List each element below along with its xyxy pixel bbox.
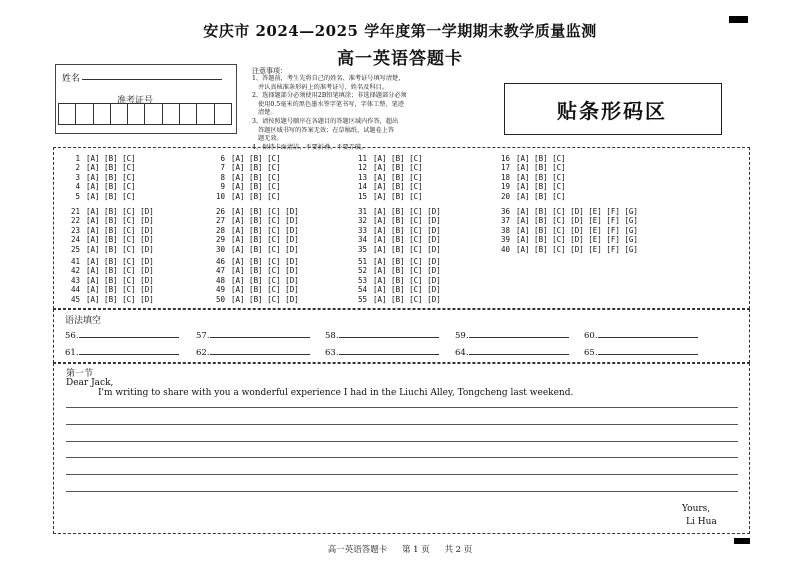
grammar-blank[interactable] xyxy=(65,329,179,341)
mc-answer-bubbles[interactable]: [A] [B] [C] xyxy=(373,172,423,182)
mc-answer-bubbles[interactable]: [A] [B] [C] xyxy=(231,191,281,201)
note-line: 1、答题前，考生先将自己的姓名、准考证号填写清楚， xyxy=(252,75,405,82)
mc-question-number: 24 xyxy=(70,235,80,245)
mc-answer-bubbles[interactable]: [A] [B] [C] [D] xyxy=(86,285,154,295)
mc-question-row xyxy=(203,285,299,294)
grammar-blank-number: 61. xyxy=(65,348,79,358)
mc-question-row xyxy=(488,245,638,254)
grammar-blank[interactable] xyxy=(65,346,179,358)
mc-question-row xyxy=(203,266,299,275)
writing-line[interactable] xyxy=(66,407,738,408)
mc-question-number: 19 xyxy=(500,182,510,192)
grammar-blank-number: 65. xyxy=(584,348,598,358)
mc-question-row xyxy=(345,295,441,304)
mc-answer-bubbles[interactable]: [A] [B] [C] [D] xyxy=(231,207,299,216)
mc-question-number: 17 xyxy=(500,163,510,173)
mc-answer-bubbles[interactable]: [A] [B] [C] xyxy=(373,191,423,201)
mc-question-number: 8 xyxy=(220,172,225,182)
mc-answer-bubbles[interactable]: [A] [B] [C] xyxy=(231,172,281,182)
mc-question-number: 2 xyxy=(75,163,80,173)
mc-question-row xyxy=(345,207,441,216)
mc-question-row xyxy=(58,235,154,244)
exam-id-cell[interactable] xyxy=(58,103,76,125)
note-line: 3、请按照题号顺序在各题目的答题区域内作答，超出 xyxy=(252,117,399,125)
mc-answer-bubbles[interactable]: [A] [B] [C] [D] xyxy=(231,244,299,254)
mc-question-row xyxy=(488,216,638,225)
mc-question-number: 41 xyxy=(70,257,80,266)
mc-answer-bubbles[interactable]: [A] [B] [C] xyxy=(86,172,136,182)
mc-question-number: 31 xyxy=(357,207,367,216)
mc-question-number: 7 xyxy=(220,163,225,173)
mc-answer-bubbles[interactable]: [A] [B] [C] [D] [E] [F] [G] xyxy=(516,216,638,226)
mc-answer-bubbles[interactable]: [A] [B] [C] [D] xyxy=(373,235,441,245)
grammar-blank[interactable] xyxy=(196,346,310,358)
mc-question-row xyxy=(203,192,281,201)
mc-answer-bubbles[interactable]: [A] [B] [C] xyxy=(86,163,136,173)
exam-id-grid[interactable] xyxy=(58,103,231,125)
mc-answer-bubbles[interactable]: [A] [B] [C] xyxy=(231,163,281,173)
mc-question-row xyxy=(58,207,154,216)
exam-id-label: 准考证号 xyxy=(117,96,154,106)
grammar-blank-line[interactable] xyxy=(598,346,698,355)
letter-closing: Yours, xyxy=(682,504,711,514)
mc-answer-bubbles[interactable]: [A] [B] [C] [D] xyxy=(86,235,154,245)
mc-question-number: 9 xyxy=(220,182,225,192)
mc-question-row xyxy=(345,192,423,201)
exam-id-cell[interactable] xyxy=(214,103,232,125)
mc-answer-bubbles[interactable]: [A] [B] [C] [D] xyxy=(373,225,441,235)
mc-answer-bubbles[interactable]: [A] [B] [C] xyxy=(373,182,423,192)
mc-question-row xyxy=(58,182,136,191)
grammar-blank-line[interactable] xyxy=(79,346,179,355)
mc-question-row xyxy=(203,173,281,182)
grammar-blank[interactable] xyxy=(325,329,439,341)
exam-id-cell[interactable] xyxy=(110,103,128,125)
mc-question-number: 54 xyxy=(357,285,367,295)
mc-answer-bubbles[interactable]: [A] [B] [C] xyxy=(231,182,281,192)
mc-question-number: 52 xyxy=(357,266,367,276)
grammar-blank[interactable] xyxy=(584,329,698,341)
mc-question-number: 18 xyxy=(500,172,510,182)
mc-answer-bubbles[interactable]: [A] [B] [C] xyxy=(86,182,136,192)
grammar-blank-number: 58. xyxy=(325,331,339,341)
writing-section-label: 第一节 xyxy=(66,369,94,379)
mc-question-number: 6 xyxy=(220,154,225,163)
mc-answer-bubbles[interactable]: [A] [B] [C] [D] xyxy=(373,266,441,276)
note-line: 题无效。 xyxy=(258,135,283,143)
name-field[interactable] xyxy=(82,79,222,80)
mc-question-row xyxy=(58,226,154,235)
mc-question-row xyxy=(488,192,566,201)
note-line: 并认真核准条形码上的准考证号、姓名及科目。 xyxy=(258,83,388,91)
mc-question-row xyxy=(488,154,566,163)
mc-question-row xyxy=(345,182,423,191)
note-line: 2、选择题部分必须使用2B铅笔填涂；非选择题部分必须 xyxy=(252,92,407,100)
barcode-area-label: 贴条形码区 xyxy=(557,99,667,123)
mc-question-row xyxy=(203,207,299,216)
grammar-blank-number: 59. xyxy=(455,331,469,341)
mc-question-row xyxy=(488,235,638,244)
mc-question-row xyxy=(203,276,299,285)
mc-answer-bubbles[interactable]: [A] [B] [C] [D] xyxy=(231,275,299,285)
mc-question-number: 44 xyxy=(70,285,80,295)
grammar-blank-line[interactable] xyxy=(79,329,179,338)
mc-question-number: 21 xyxy=(70,207,80,216)
mc-question-number: 22 xyxy=(70,216,80,226)
writing-line[interactable] xyxy=(66,457,738,458)
mc-question-row xyxy=(58,173,136,182)
mc-question-row xyxy=(58,245,154,254)
mc-question-row xyxy=(203,154,281,163)
mc-question-number: 26 xyxy=(215,207,225,216)
mc-question-number: 38 xyxy=(500,225,510,235)
grammar-blank-number: 62. xyxy=(196,348,210,358)
footer-card-name: 高一英语答题卡 xyxy=(327,545,388,555)
mc-answer-bubbles[interactable]: [A] [B] [C] xyxy=(86,191,136,201)
writing-line[interactable] xyxy=(66,491,738,492)
mc-question-number: 16 xyxy=(500,154,510,163)
mc-question-number: 45 xyxy=(70,294,80,304)
mc-question-number: 23 xyxy=(70,225,80,235)
grammar-blank-number: 57. xyxy=(196,331,210,341)
exam-title: 安庆市 2024—2025 学年度第一学期期末教学质量监测 xyxy=(203,22,597,40)
notes-title: 注意事项： xyxy=(252,67,287,75)
mc-question-number: 3 xyxy=(75,172,80,182)
grammar-blank-line[interactable] xyxy=(339,346,439,355)
mc-question-number: 32 xyxy=(357,216,367,226)
mc-question-row xyxy=(203,216,299,225)
mc-question-number: 37 xyxy=(500,216,510,226)
mc-question-number: 36 xyxy=(500,207,510,216)
grammar-blank-line[interactable] xyxy=(210,329,310,338)
mc-question-number: 29 xyxy=(215,235,225,245)
grammar-blank-number: 56. xyxy=(65,331,79,341)
mc-question-row xyxy=(58,216,154,225)
grammar-blank-number: 63. xyxy=(325,348,339,358)
mc-question-number: 20 xyxy=(500,191,510,201)
mc-answer-bubbles[interactable]: [A] [B] [C] [D] xyxy=(86,275,154,285)
footer-page-current: 第 1 页 xyxy=(401,545,430,555)
mc-answer-bubbles[interactable]: [A] [B] [C] xyxy=(516,172,566,182)
mc-question-row xyxy=(58,154,136,163)
mc-question-row xyxy=(345,257,441,266)
mc-answer-bubbles[interactable]: [A] [B] [C] [D] xyxy=(231,225,299,235)
exam-id-cell[interactable] xyxy=(93,103,111,125)
mc-question-row xyxy=(488,182,566,191)
mc-question-row xyxy=(203,182,281,191)
letter-signature: Li Hua xyxy=(686,517,717,527)
grammar-blank[interactable] xyxy=(325,346,439,358)
mc-question-row xyxy=(203,163,281,172)
mc-answer-bubbles[interactable]: [A] [B] [C] [D] xyxy=(86,294,154,304)
grammar-blank-line[interactable] xyxy=(210,346,310,355)
mc-question-row xyxy=(345,226,441,235)
mc-question-row xyxy=(345,276,441,285)
mc-question-number: 14 xyxy=(357,182,367,192)
mc-question-row xyxy=(345,245,441,254)
mc-question-row xyxy=(203,257,299,266)
letter-salutation: Dear Jack, xyxy=(66,378,114,388)
mc-question-row xyxy=(488,173,566,182)
mc-question-number: 51 xyxy=(357,257,367,266)
mc-question-number: 10 xyxy=(215,191,225,201)
mc-question-number: 46 xyxy=(215,257,225,266)
mc-question-number: 55 xyxy=(357,294,367,304)
mc-answer-bubbles[interactable]: [A] [B] [C] [D] [E] [F] [G] xyxy=(516,244,638,254)
grammar-blank-line[interactable] xyxy=(598,329,698,338)
writing-line[interactable] xyxy=(66,424,738,425)
mc-answer-bubbles[interactable]: [A] [B] [C] [D] xyxy=(231,266,299,276)
mc-question-number: 33 xyxy=(357,225,367,235)
mc-answer-bubbles[interactable]: [A] [B] [C] [D] xyxy=(373,257,441,266)
grammar-blank[interactable] xyxy=(455,329,569,341)
mc-answer-bubbles[interactable]: [A] [B] [C] xyxy=(516,163,566,173)
mc-question-number: 53 xyxy=(357,275,367,285)
mc-question-number: 43 xyxy=(70,275,80,285)
mc-answer-bubbles[interactable]: [A] [B] [C] [D] xyxy=(86,225,154,235)
mc-question-row xyxy=(345,173,423,182)
mc-question-row xyxy=(345,285,441,294)
mc-answer-bubbles[interactable]: [A] [B] [C] [D] xyxy=(86,266,154,276)
mc-question-number: 5 xyxy=(75,191,80,201)
mc-question-number: 27 xyxy=(215,216,225,226)
mc-question-row xyxy=(58,192,136,201)
mc-question-number: 4 xyxy=(75,182,80,192)
mc-answer-bubbles[interactable]: [A] [B] [C] [D] [E] [F] [G] xyxy=(516,225,638,235)
mc-answer-bubbles[interactable]: [A] [B] [C] [D] xyxy=(86,216,154,226)
mc-question-row xyxy=(203,245,299,254)
mc-question-number: 15 xyxy=(357,191,367,201)
mc-answer-bubbles[interactable]: [A] [B] [C] [D] xyxy=(373,244,441,254)
note-line: 清楚。 xyxy=(258,109,277,117)
footer-page-total: 共 2 页 xyxy=(444,545,473,555)
grammar-blank[interactable] xyxy=(584,346,698,358)
mc-question-row xyxy=(345,154,423,163)
mc-question-row xyxy=(488,226,638,235)
mc-question-number: 48 xyxy=(215,275,225,285)
mc-question-number: 42 xyxy=(70,266,80,276)
exam-id-cell[interactable] xyxy=(127,103,145,125)
mc-question-number: 28 xyxy=(215,225,225,235)
mc-answer-bubbles[interactable]: [A] [B] [C] [D] xyxy=(86,207,154,216)
mc-question-number: 35 xyxy=(357,244,367,254)
grammar-blank-number: 64. xyxy=(455,348,469,358)
mc-question-row xyxy=(488,163,566,172)
mc-answer-bubbles[interactable]: [A] [B] [C] xyxy=(516,154,566,163)
answer-card-title: 高一英语答题卡 xyxy=(337,49,463,69)
mc-answer-bubbles[interactable]: [A] [B] [C] [D] xyxy=(373,275,441,285)
notes-list xyxy=(252,75,487,152)
exam-id-cell[interactable] xyxy=(144,103,162,125)
name-label: 姓名 xyxy=(62,74,81,84)
mc-answer-bubbles[interactable]: [A] [B] [C] [D] xyxy=(231,294,299,304)
mc-question-row xyxy=(203,235,299,244)
mc-question-number: 49 xyxy=(215,285,225,295)
note-line: 答题区域书写的答案无效；在草稿纸、试题卷上答 xyxy=(258,126,395,134)
grammar-blank-number: 60. xyxy=(584,331,598,341)
writing-line[interactable] xyxy=(66,474,738,475)
mc-answer-bubbles[interactable]: [A] [B] [C] xyxy=(516,182,566,192)
mc-question-row xyxy=(345,235,441,244)
mc-answer-bubbles[interactable]: [A] [B] [C] [D] xyxy=(373,216,441,226)
mc-answer-bubbles[interactable]: [A] [B] [C] [D] xyxy=(373,207,441,216)
mc-answer-bubbles[interactable]: [A] [B] [C] [D] xyxy=(86,244,154,254)
mc-answer-bubbles[interactable]: [A] [B] [C] [D] xyxy=(373,285,441,295)
mc-question-row xyxy=(58,276,154,285)
exam-id-cell[interactable] xyxy=(75,103,93,125)
mc-question-number: 11 xyxy=(357,154,367,163)
grammar-blank-line[interactable] xyxy=(339,329,439,338)
mc-answer-bubbles[interactable]: [A] [B] [C] [D] xyxy=(86,257,154,266)
mc-answer-bubbles[interactable]: [A] [B] [C] xyxy=(373,163,423,173)
grammar-blank-line[interactable] xyxy=(469,329,569,338)
grammar-blank[interactable] xyxy=(455,346,569,358)
mc-question-number: 34 xyxy=(357,235,367,245)
mc-question-row xyxy=(345,163,423,172)
mc-question-row xyxy=(203,226,299,235)
mc-answer-bubbles[interactable]: [A] [B] [C] [D] [E] [F] [G] xyxy=(516,207,638,216)
mc-answer-bubbles[interactable]: [A] [B] [C] xyxy=(516,191,566,201)
mc-question-row xyxy=(345,216,441,225)
mc-question-number: 30 xyxy=(215,244,225,254)
mc-question-row xyxy=(58,163,136,172)
mc-answer-bubbles[interactable]: [A] [B] [C] [D] xyxy=(231,257,299,266)
grammar-blank-line[interactable] xyxy=(469,346,569,355)
mc-answer-bubbles[interactable]: [A] [B] [C] [D] xyxy=(231,235,299,245)
mc-answer-bubbles[interactable]: [A] [B] [C] [D] xyxy=(231,216,299,226)
mc-question-number: 25 xyxy=(70,244,80,254)
mc-question-row xyxy=(58,295,154,304)
mc-answer-bubbles[interactable]: [A] [B] [C] [D] xyxy=(231,285,299,295)
writing-line[interactable] xyxy=(66,441,738,442)
grammar-section-label: 语法填空 xyxy=(65,316,102,326)
mc-question-row xyxy=(58,266,154,275)
mc-question-row xyxy=(58,285,154,294)
mc-answer-bubbles[interactable]: [A] [B] [C] xyxy=(231,154,281,163)
mc-question-number: 12 xyxy=(357,163,367,173)
exam-id-cell[interactable] xyxy=(179,103,197,125)
mc-question-row xyxy=(488,207,638,216)
mc-question-number: 47 xyxy=(215,266,225,276)
exam-id-cell[interactable] xyxy=(196,103,214,125)
mc-question-number: 50 xyxy=(215,294,225,304)
mc-question-row xyxy=(345,266,441,275)
mc-answer-bubbles[interactable]: [A] [B] [C] [D] xyxy=(373,294,441,304)
letter-first-line: I'm writing to share with you a wonderful experience I had in the Liuchi Alley, Tongcheng last weekend. xyxy=(98,388,574,398)
mc-question-number: 40 xyxy=(500,244,510,254)
mc-answer-bubbles[interactable]: [A] [B] [C] [D] [E] [F] [G] xyxy=(516,235,638,245)
grammar-blank[interactable] xyxy=(196,329,310,341)
mc-answer-bubbles[interactable]: [A] [B] [C] xyxy=(86,154,136,163)
mc-question-number: 39 xyxy=(500,235,510,245)
exam-id-cell[interactable] xyxy=(162,103,180,125)
page-footer xyxy=(0,543,800,555)
mc-question-number: 13 xyxy=(357,172,367,182)
note-line: 使用0.5毫米的黑色墨水签字笔书写，字体工整、笔迹 xyxy=(258,100,404,108)
note-line: 4、保持卡面清洁，不要折叠、不要弄破。 xyxy=(252,143,368,151)
mc-question-row xyxy=(203,295,299,304)
mc-question-number: 1 xyxy=(75,154,80,163)
mc-answer-bubbles[interactable]: [A] [B] [C] xyxy=(373,154,423,163)
mc-question-row xyxy=(58,257,154,266)
